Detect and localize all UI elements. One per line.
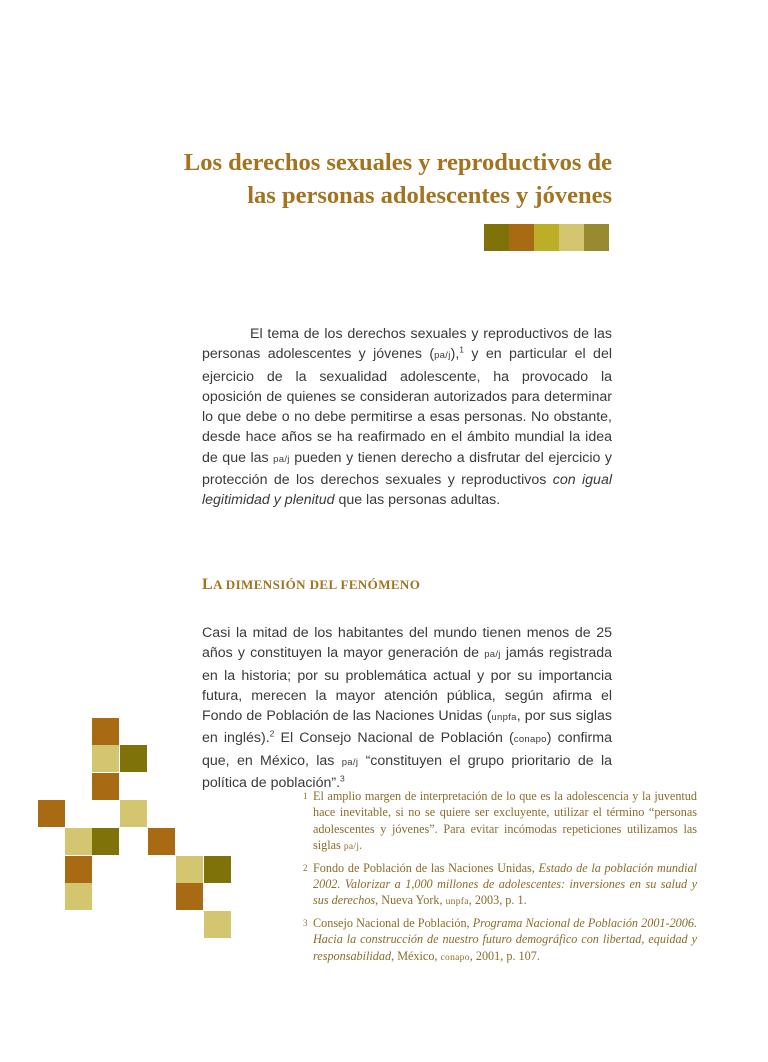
footnote-title: Estado de la población mundial 2002. Valorizar a 1,000 millones de adolescentes: inversiones en su salud y sus derechos [313, 860, 697, 908]
checker-square [176, 883, 203, 910]
footnote-text: El amplio margen de interpretación de lo que es la adolescencia y la juventud hace inevitable, si no se quiere ser excluyente, utilizar el término “personas adolescentes y jóvenes”. Para evitar incómodas repeticiones utilizamos las siglas [313, 789, 697, 853]
page-title [110, 146, 612, 212]
intro-text: y en particular el del ejercicio de la sexualidad adolescente, ha provocado la oposición de quienes se consideran autorizados para determinar lo que debe o no debe permitirse a esas personas. No obstante, desde hace años se ha reafirmado en el ámbito mundial la idea de que las [202, 346, 612, 466]
abbr-paj: pa/j [341, 756, 359, 768]
footnote-text: , 2001, p. 107. [469, 948, 540, 963]
intro-text: pueden y tienen derecho a disfrutar del ejercicio y protección de los derechos sexuales y reproductivos [202, 449, 612, 489]
abbr-paj: pa/j [484, 649, 501, 661]
swatch-sand [559, 224, 584, 251]
checker-square [65, 856, 92, 883]
title-color-swatches [484, 224, 609, 251]
checker-square [204, 856, 231, 883]
abbr-conapo: conapo [440, 952, 470, 963]
abbr-unpfa: unpfa [491, 712, 517, 724]
footnote-text: , México, [391, 948, 441, 963]
footnote-ref-1[interactable]: 1 [459, 344, 465, 355]
section-text: “constituyen el grupo prioritario de la política de población”. [202, 752, 612, 792]
footnote-number: 1 [303, 791, 308, 801]
footnote-number: 2 [303, 862, 308, 873]
swatch-mustard [534, 224, 559, 251]
abbr-paj: pa/j [343, 842, 360, 853]
checker-square [38, 800, 65, 827]
section-paragraph [202, 623, 612, 793]
intro-text: El tema de los derechos sexuales y reproductivos de las personas adolescentes y jóvenes ( [202, 326, 612, 363]
swatch-brown [509, 224, 534, 251]
checker-square [176, 856, 203, 883]
section-heading-rest: A DIMENSIÓN DEL FENÓMENO [213, 577, 421, 592]
intro-text: que las personas adultas. [334, 492, 501, 509]
checker-square [92, 773, 119, 800]
footnote-title: Programa Nacional de Población 2001-2006. Hacia la construcción de nuestro futuro demográfico con libertad, equidad y responsabilidad [313, 915, 697, 963]
abbr-unpfa: unpfa [445, 897, 469, 908]
footnote-2 [303, 860, 697, 911]
footnote-text: Consejo Nacional de Población, [313, 915, 473, 930]
footnote-ref-2[interactable]: 2 [269, 728, 275, 739]
footnote-ref-3[interactable]: 3 [340, 773, 345, 784]
checker-square [92, 745, 119, 772]
checker-square [92, 828, 119, 855]
footnote-text: , Nueva York, [375, 893, 446, 908]
checker-square [65, 883, 92, 910]
intro-emphasis: con igual legitimidad y plenitud [202, 472, 612, 509]
footnote-number: 3 [303, 917, 308, 928]
footnote-1 [303, 788, 697, 856]
checker-square [120, 745, 147, 772]
intro-paragraph [202, 324, 612, 511]
footnote-text: Fondo de Población de las Naciones Unidas, [313, 860, 539, 875]
page-title-line-1: Los derechos sexuales y reproductivos de [183, 149, 612, 176]
section-heading-initial: L [202, 576, 214, 593]
abbr-paj: pa/j [273, 453, 290, 465]
footnote-text: , 2003, p. 1. [468, 893, 527, 908]
footnotes [303, 788, 697, 970]
swatch-olive [484, 224, 509, 251]
section-text: , por sus siglas en inglés). [202, 708, 612, 747]
intro-text: ), [450, 346, 460, 363]
section-text: ) confirma que, en México, las [202, 730, 612, 769]
checker-square [148, 828, 175, 855]
swatch-khaki [584, 224, 609, 251]
section-text: jamás registrada en la historia; por su problemática actual y por su importancia futura, merecen la mayor atención pública, según afirma el Fondo de Población de las Naciones Unidas ( [202, 645, 612, 725]
footnote-text: . [359, 838, 363, 853]
checker-square [204, 911, 231, 938]
section-text: El Consejo Nacional de Población ( [274, 730, 514, 747]
checker-square [92, 718, 119, 745]
abbr-conapo: conapo [513, 734, 547, 746]
section-text: Casi la mitad de los habitantes del mundo tienen menos de 25 años y constituyen la mayor generación de [202, 625, 612, 662]
footnote-3 [303, 915, 697, 966]
abbr-paj: pa/j [434, 350, 451, 362]
section-heading [202, 576, 420, 594]
page-title-line-2: las personas adolescentes y jóvenes [247, 182, 612, 209]
checker-square [65, 828, 92, 855]
checker-square [120, 800, 147, 827]
